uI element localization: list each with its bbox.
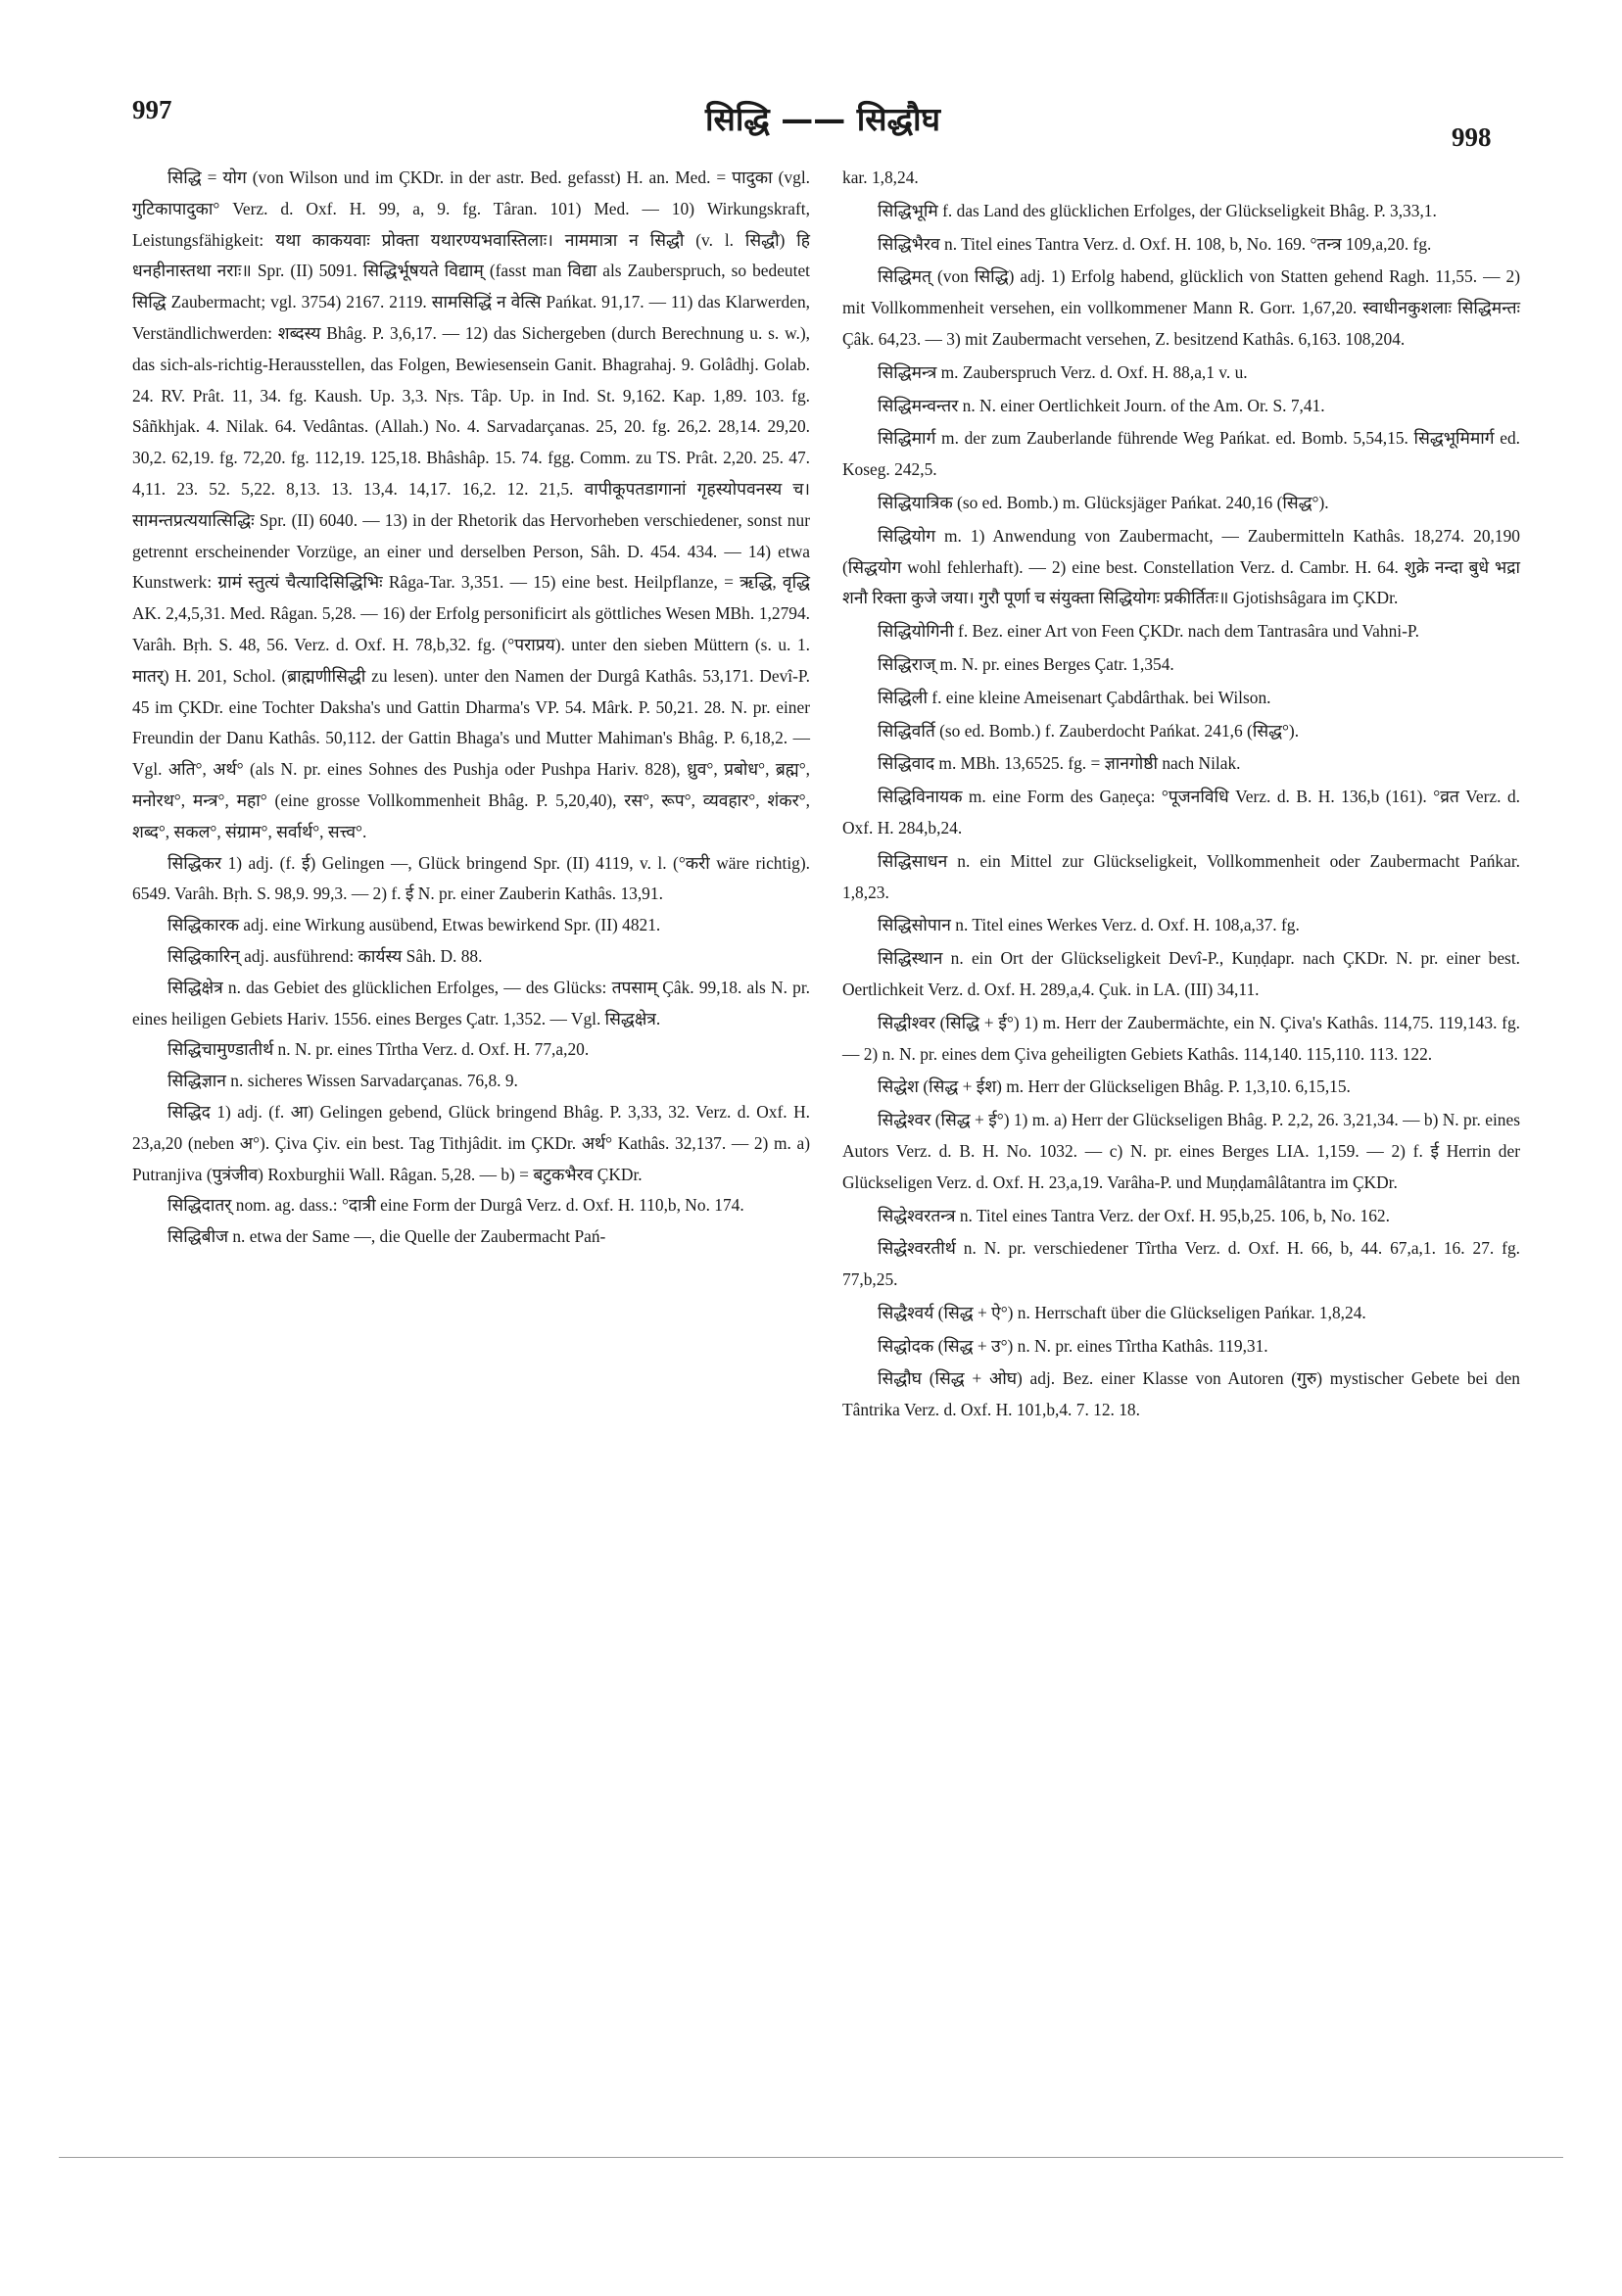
entry-paragraph: सिद्धिसाधन n. ein Mittel zur Glückseligkeit, Vollkommenheit oder Zaubermacht Pańkar. 1,8,23. <box>842 850 1520 902</box>
entry-paragraph: सिद्धिस्थान n. ein Ort der Glückseligkeit Devî-P., Kuṇḍapr. nach ÇKDr. N. pr. einer best. Oertlichkeit Verz. d. Oxf. H. 289,a,4. Çuk. in LA. (III) 34,11. <box>842 948 1520 999</box>
entry-paragraph: सिद्धिद 1) adj. (f. आ) Gelingen gebend, Glück bringend Bhâg. P. 3,33, 32. Verz. d. Oxf. H. 23,a,20 (neben अ°). Çiva Çiv. ein best. Tag Tithjâdit. im ÇKDr. अर्थ° Kathâs. 32,137. — 2) m. a) Putranjiva (पुत्रंजीव) Roxburghii Wall. Râgan. 5,28. — b) = बटुकभैरव ÇKDr. <box>132 1101 810 1184</box>
entry-paragraph: सिद्धिमन्त्र m. Zauberspruch Verz. d. Oxf. H. 88,a,1 v. u. <box>878 361 1248 382</box>
entry-paragraph: सिद्धिवर्ति (so ed. Bomb.) f. Zauberdocht Pańkat. 241,6 (सिद्ध°). <box>878 720 1300 741</box>
entry-paragraph: सिद्धियात्रिक (so ed. Bomb.) m. Glücksjäger Pańkat. 240,16 (सिद्ध°). <box>878 492 1329 512</box>
entry-paragraph: सिद्धिमार्ग m. der zum Zauberlande führende Weg Pańkat. ed. Bomb. 5,54,15. सिद्धभूमिमार्ग ed. Koseg. 242,5. <box>842 428 1520 480</box>
entry-paragraph: सिद्धेश्वरतीर्थ n. N. pr. verschiedener Tîrtha Verz. d. Oxf. H. 66, b, 44. 67,a,1. 16. 27. fg. 77,b,25. <box>842 1238 1520 1290</box>
page-number-right: 998 <box>1452 122 1492 152</box>
entry-paragraph: सिद्धिसोपान n. Titel eines Werkes Verz. d. Oxf. H. 108,a,37. fg. <box>878 915 1300 935</box>
left-column <box>132 163 810 1253</box>
entry-paragraph: सिद्धियोगिनी f. Bez. einer Art von Feen ÇKDr. nach dem Tantrasâra und Vahni-P. <box>878 621 1420 642</box>
entry-paragraph: सिद्धिराज् m. N. pr. eines Berges Çatr. 1,354. <box>878 653 1174 674</box>
entry-paragraph: सिद्धेश्वर (सिद्ध + ई°) 1) m. a) Herr der Glückseligen Bhâg. P. 2,2, 26. 3,21,34. — b) N. pr. eines Autors Verz. d. B. H. No. 1032. — c) N. pr. eines Berges LIA. 1,159. — 2) f. ई Herrin der Glückseligen Verz. d. Oxf. H. 23,a,19. Varâha-P. und Muṇḍamâlâtantra im ÇKDr. <box>842 1110 1520 1192</box>
entry-paragraph: सिद्धिभूमि f. das Land des glücklichen Erfolges, der Glückseligkeit Bhâg. P. 3,33,1. <box>878 200 1437 220</box>
entry-paragraph: सिद्धिचामुण्डातीर्थ n. N. pr. eines Tîrtha Verz. d. Oxf. H. 77,a,20. <box>167 1039 590 1060</box>
entry-paragraph: सिद्धिमत् (von सिद्धि) adj. 1) Erfolg habend, glücklich von Statten gehend Ragh. 11,55. — 2) mit Vollkommenheit versehen, ein vollkommener Mann R. Gorr. 1,67,20. स्वाधीनकुशलाः सिद्धिमन्तः Çâk. 64,23. — 3) mit Zaubermacht versehen, Z. besitzend Kathâs. 6,163. 108,204. <box>842 266 1520 349</box>
entry-paragraph: सिद्धेश्वरतन्त्र n. Titel eines Tantra Verz. der Oxf. H. 95,b,25. 106, b, No. 162. <box>878 1205 1390 1225</box>
entry-paragraph: सिद्धिभैरव n. Titel eines Tantra Verz. d. Oxf. H. 108, b, No. 169. °तन्त्र 109,a,20. fg. <box>878 233 1432 254</box>
entry-paragraph: सिद्धिक्षेत्र n. das Gebiet des glücklichen Erfolges, — des Glücks: तपसाम् Çâk. 99,18. als N. pr. eines heiligen Gebiets Hariv. 1556. eines Berges Çatr. 1,352. — Vgl. सिद्धक्षेत्र. <box>132 977 810 1028</box>
entry-paragraph: सिद्धिकारिन् adj. ausführend: कार्यस्य Sâh. D. 88. <box>167 945 483 966</box>
entry-paragraph: सिद्धीश्वर (सिद्धि + ई°) 1) m. Herr der Zaubermächte, ein N. Çiva's Kathâs. 114,75. 119,143. fg. — 2) n. N. pr. eines dem Çiva geheiligten Gebiets Kathâs. 114,140. 115,110. 113. 122. <box>842 1012 1520 1064</box>
entry-paragraph: सिद्धेश (सिद्ध + ईश) m. Herr der Glückseligen Bhâg. P. 1,3,10. 6,15,15. <box>878 1076 1351 1097</box>
entry-paragraph: सिद्धैश्वर्य (सिद्ध + ऐ°) n. Herrschaft über die Glückseligen Pańkar. 1,8,24. <box>878 1302 1366 1322</box>
entry-paragraph: सिद्धिकारक adj. eine Wirkung ausübend, Etwas bewirkend Spr. (II) 4821. <box>167 915 661 935</box>
entry-paragraph: सिद्धिमन्वन्तर n. N. einer Oertlichkeit Journ. of the Am. Or. S. 7,41. <box>878 395 1325 415</box>
entry-paragraph: सिद्धियोग m. 1) Anwendung von Zaubermacht, — Zaubermitteln Kathâs. 18,274. 20,190 (सिद्धयोग wohl fehlerhaft). — 2) eine best. Constellation Verz. d. Cambr. H. 64. शुक्रे नन्दा बुधे भद्रा शनौ रिक्ता कुजे जया। गुरौ पूर्णा च संयुक्ता सिद्धियोगः प्रकीर्तितः॥ Gjotishsâgara im ÇKDr. <box>842 525 1520 608</box>
running-headword: सिद्धि —— सिद्धौघ <box>705 100 941 138</box>
entry-paragraph: सिद्धि = योग (von Wilson und im ÇKDr. in der astr. Bed. gefasst) H. an. Med. = पादुका (vgl. गुटिकापादुका° Verz. d. Oxf. H. 99, a, 9. fg. Târan. 101) Med. — 10) Wirkungskraft, Leistungsfähigkeit: यथा काकयवाः प्रोक्ता यथारण्यभवास्तिलाः। नाममात्रा न सिद्धौ (v. l. सिद्धौ) हि धनहीनास्तथा नराः॥ Spr. (II) 5091. सिद्धिर्भूषयते विद्याम् (fasst man विद्या als Zauberspruch, so bedeutet सिद्धि Zaubermacht; vgl. 3754) 2167. 2119. सामसिद्धिं न वेत्सि Pańkat. 91,17. — 11) das Klarwerden, Verständlichwerden: शब्दस्य Bhâg. P. 3,6,17. — 12) das Sichergeben (durch Berechnung u. s. w.), das sich-als-richtig-Herausstellen, das Folgen, Bewiesensein Ganit. Bhagrahaj. 9. Golâdhj. Golab. 24. RV. Prât. 11, 34. fg. Kaush. Up. 3,3. Nṛs. Tâp. Up. in Ind. St. 9,162. Kap. 1,89. 103. fg. Sâñkhjak. 4. Nilak. 64. Vedântas. (Allah.) No. 4. Sarvadarçanas. 25, 20. fg. 26,2. 28,14. 29,20. 30,2. 62,19. fg. 72,20. fg. 112,19. 125,18. Bhâshâp. 15. 74. fgg. Comm. zu TS. Prât. 2,20. 25. 47. 4,11. 23. 52. 5,22. 8,13. 13. 13,4. 14,17. 16,2. 12. 21,5. वापीकूपतडागानां गृहस्योपवनस्य च। सामन्तप्रत्ययात्सिद्धिः Spr. (II) 6040. — 13) in der Rhetorik das Hervorheben verschiedener, sonst nur getrennt erscheinender Vorzüge, an einer und derselben Person, Sâh. D. 454. 434. — 14) etwa Kunstwerk: ग्रामं स्तुत्यं चैत्यादिसिद्धिभिः Râga-Tar. 3,351. — 15) eine best. Heilpflanze, = ऋद्धि, वृद्धि AK. 2,4,5,31. Med. Râgan. 5,28. — 16) der Erfolg personificirt als göttliches Wesen MBh. 1,2794. Varâh. Bṛh. S. 48, 56. Verz. d. Oxf. H. 78,b,32. fg. (°पराप्रय). unter den sieben Müttern (s. u. 1. मातर्) H. 201, Schol. (ब्राह्मणीसिद्धी zu lesen). unter den Namen der Durgâ Kathâs. 53,171. Devî-P. 45 im ÇKDr. eine Tochter Daksha's und Gattin Dharma's VP. 54. Mârk. P. 50,21. 28. N. pr. einer Freundin der Danu Kathâs. 50,112. der Gattin Bhaga's und Mutter Mahiman's Bhâg. P. 6,18,2. — Vgl. अति°, अर्थ° (als N. pr. eines Sohnes des Pushja oder Pushpa Hariv. 828), ध्रुव°, प्रबोध°, ब्रह्म°, मनोरथ°, मन्त्र°, महा° (eine grosse Vollkommenheit Bhâg. P. 5,20,40), रस°, रूप°, व्यवहार°, शंकर°, शब्द°, सकल°, संग्राम°, सर्वार्थ°, सत्त्व°. <box>132 167 810 841</box>
entry-paragraph: सिद्धिज्ञान n. sicheres Wissen Sarvadarçanas. 76,8. 9. <box>167 1071 518 1091</box>
entry-paragraph: सिद्धिबीज n. etwa der Same —, die Quelle der Zaubermacht Pań- <box>167 1226 606 1247</box>
entry-paragraph: सिद्धिविनायक m. eine Form des Gaṇeça: °पूजनविधि Verz. d. B. H. 136,b (161). °व्रत Verz. d. Oxf. H. 284,b,24. <box>842 787 1520 837</box>
entry-paragraph: सिद्धिली f. eine kleine Ameisenart Çabdârthak. bei Wilson. <box>878 687 1271 707</box>
entry-paragraph: सिद्धोदक (सिद्ध + उ°) n. N. pr. eines Tîrtha Kathâs. 119,31. <box>878 1335 1268 1356</box>
page-number-left: 997 <box>132 95 172 124</box>
entry-paragraph: सिद्धिवाद m. MBh. 13,6525. fg. = ज्ञानगोष्ठी nach Nilak. <box>878 753 1241 774</box>
entry-continuation: kar. 1,8,24. <box>842 167 919 187</box>
entry-paragraph: सिद्धिदातर् nom. ag. dass.: °दात्री eine Form der Durgâ Verz. d. Oxf. H. 110,b, No. 174. <box>167 1195 744 1216</box>
entry-paragraph: सिद्धिकर 1) adj. (f. ई) Gelingen —, Glück bringend Spr. (II) 4119, v. l. (°करी wäre richtig). 6549. Varâh. Bṛh. S. 98,9. 99,3. — 2) f. ई N. pr. einer Zauberin Kathâs. 13,91. <box>132 852 810 904</box>
bottom-rule <box>59 2157 1563 2158</box>
right-column <box>842 163 1520 1428</box>
entry-paragraph: सिद्धौघ (सिद्ध + ओघ) adj. Bez. einer Klasse von Autoren (गुरु) mystischer Gebete bei den Tântrika Verz. d. Oxf. H. 101,b,4. 7. 12. 18. <box>842 1368 1520 1420</box>
